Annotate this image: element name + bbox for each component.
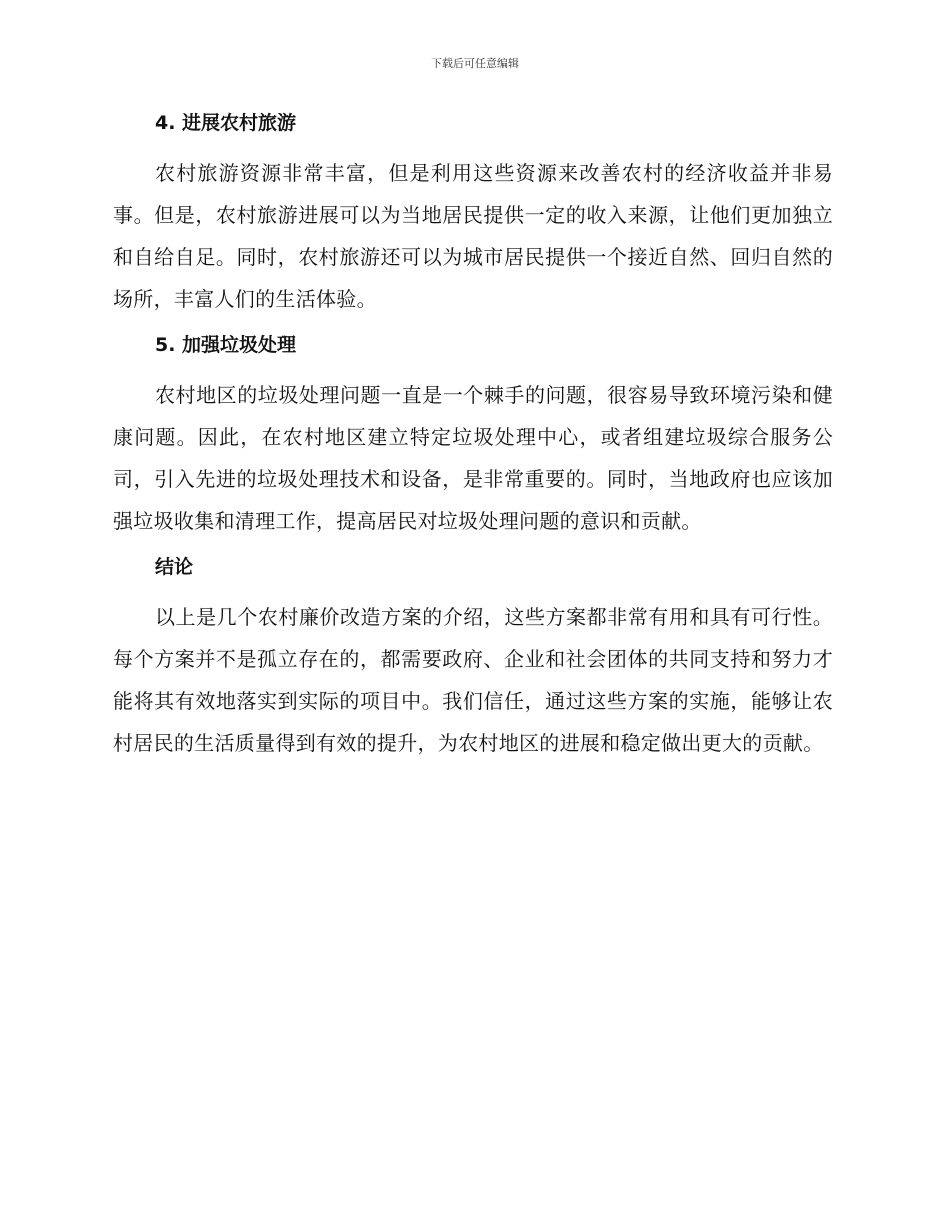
section-rural-tourism (113, 108, 833, 320)
page-header-note: 下载后可任意编辑 (431, 57, 519, 70)
section-paragraph: 以上是几个农村廉价改造方案的介绍，这些方案都非常有用和具有可行性。每个方案并不是孤立存在的，都需要政府、企业和社会团体的共同支持和努力才能将其有效地落实到实际的项目中。我们信任，通过这些方案的实施，能够让农村居民的生活质量得到有效的提升，为农村地区的进展和稳定做出更大的贡献。 (113, 605, 833, 755)
section-paragraph: 农村旅游资源非常丰富，但是利用这些资源来改善农村的经济收益并非易事。但是，农村旅游进展可以为当地居民提供一定的收入来源，让他们更加独立和自给自足。同时，农村旅游还可以为城市居民提供一个接近自然、回归自然的场所，丰富人们的生活体验。 (113, 161, 833, 311)
section-heading: 4. 进展农村旅游 (155, 112, 297, 134)
section-garbage-processing (113, 330, 833, 542)
section-heading: 结论 (155, 556, 194, 578)
section-paragraph: 农村地区的垃圾处理问题一直是一个棘手的问题，很容易导致环境污染和健康问题。因此，在农村地区建立特定垃圾处理中心，或者组建垃圾综合服务公司，引入先进的垃圾处理技术和设备，是非常重要的。同时，当地政府也应该加强垃圾收集和清理工作，提高居民对垃圾处理问题的意识和贡献。 (113, 383, 833, 533)
document-body (113, 108, 833, 774)
section-conclusion (113, 552, 833, 764)
section-heading: 5. 加强垃圾处理 (155, 334, 297, 356)
